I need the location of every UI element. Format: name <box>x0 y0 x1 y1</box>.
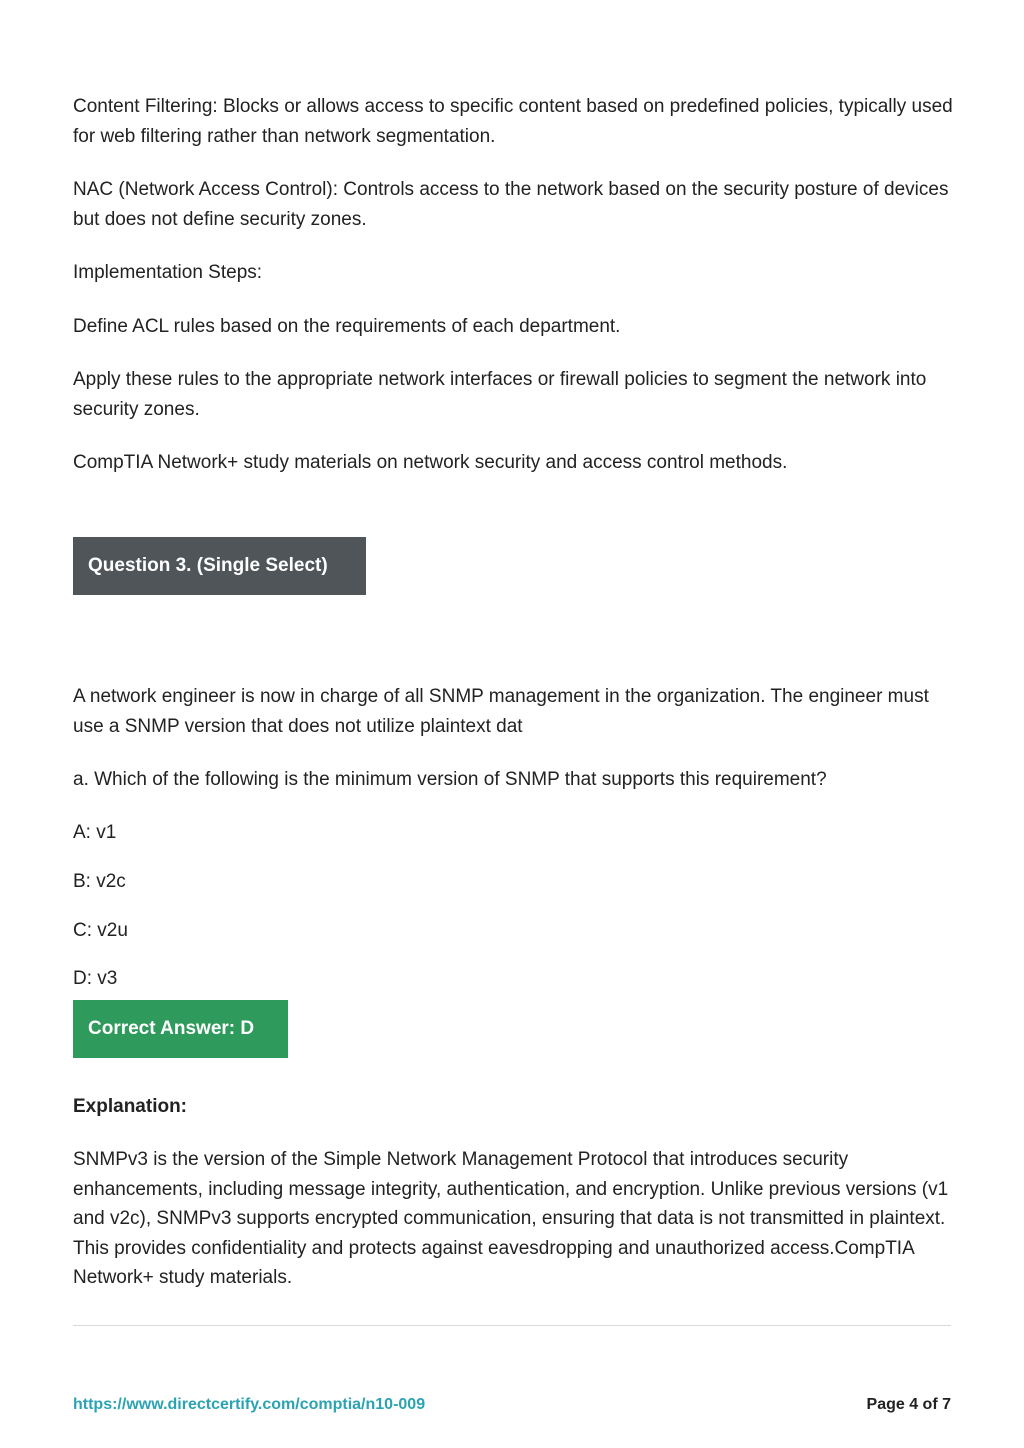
option-a: A: v1 <box>73 822 117 843</box>
question-text: A network engineer is now in charge of all SNMP management in the organization. The engineer must use a SNMP version that does not utilize plaintext dat <box>73 686 929 737</box>
correct-answer-badge: Correct Answer: D <box>73 1000 288 1058</box>
footer-divider <box>73 1325 951 1326</box>
question-text-continued: a. Which of the following is the minimum version of SNMP that supports this requirement? <box>73 769 827 790</box>
paragraph-apply-rules: Apply these rules to the appropriate network interfaces or firewall policies to segment the network into security zones. <box>73 369 927 420</box>
option-d: D: v3 <box>73 968 118 989</box>
paragraph-study-materials: CompTIA Network+ study materials on network security and access control methods. <box>73 452 788 473</box>
explanation-body: SNMPv3 is the version of the Simple Network Management Protocol that introduces security enhancements, including message integrity, authentication, and encryption. Unlike previous versions (v1 and v2c), SNMPv3 supports encrypted communication, ensuring that data is not transmitted in plaintext. This provides confidentiality and protects against eavesdropping and unauthorized access.CompTIA Network+ study materials. <box>73 1149 949 1288</box>
paragraph-content-filtering: Content Filtering: Blocks or allows access to specific content based on predefined policies, typically used for web filtering rather than network segmentation. <box>73 96 953 147</box>
page-number: Page 4 of 7 <box>866 1396 951 1413</box>
explanation-heading: Explanation: <box>73 1096 188 1117</box>
option-c: C: v2u <box>73 920 128 941</box>
question-header: Question 3. (Single Select) <box>73 537 366 595</box>
paragraph-define-acl: Define ACL rules based on the requirements of each department. <box>73 316 621 337</box>
option-b: B: v2c <box>73 871 126 892</box>
paragraph-nac: NAC (Network Access Control): Controls access to the network based on the security posture of devices but does not define security zones. <box>73 179 949 230</box>
footer-url-link[interactable]: https://www.directcertify.com/comptia/n10-009 <box>73 1396 426 1413</box>
paragraph-implementation-steps: Implementation Steps: <box>73 262 263 283</box>
